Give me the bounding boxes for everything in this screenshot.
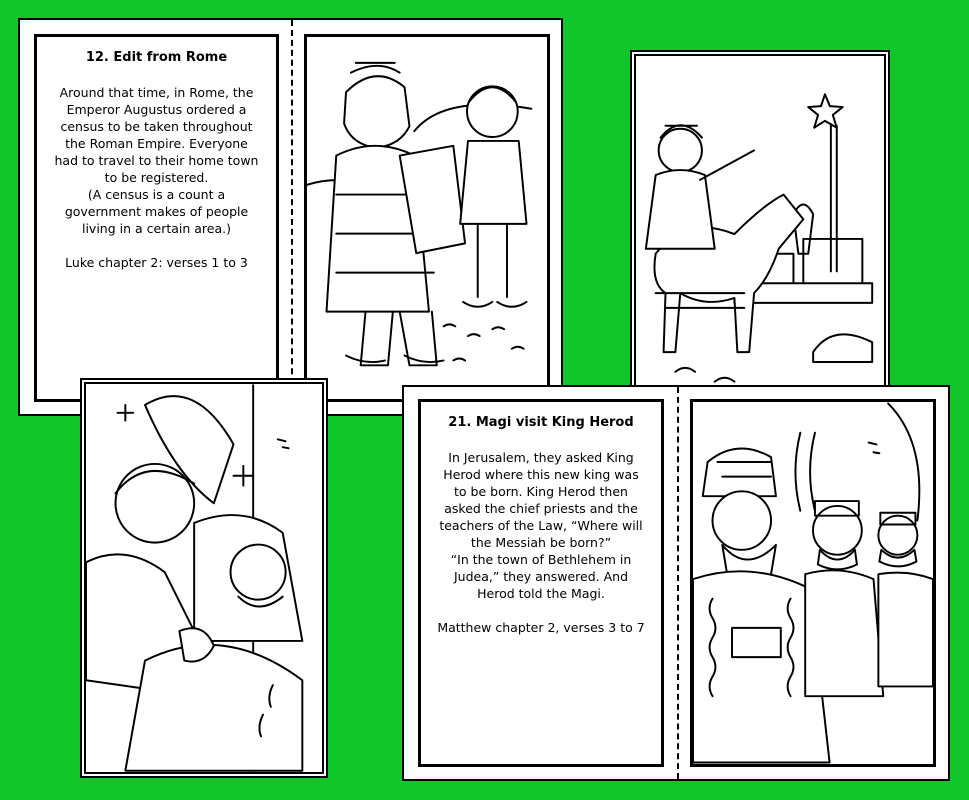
card-title: 21. Magi visit King Herod (448, 415, 634, 430)
card-paragraph: Around that time, in Rome, the Emperor Augustus ordered a census to be taken throughout the Roman Empire. Everyone had to travel to their home town to be registered. (54, 85, 259, 185)
booklet-page-12 (18, 18, 563, 416)
roman-soldier-reading-scroll-illustration (304, 34, 550, 402)
wise-man-on-camel-with-star-illustration (634, 54, 886, 418)
card-paragraph: “In the town of Bethlehem in Judea,” they answered. And Herod told the Magi. (450, 552, 632, 601)
card-title: 12. Edit from Rome (85, 50, 228, 65)
card-body (53, 84, 260, 237)
text-card-21 (418, 399, 664, 767)
booklet-page-angel (80, 378, 328, 778)
fold-line (677, 387, 679, 779)
booklet-page-21 (402, 385, 950, 781)
scripture-reference: Matthew chapter 2, verses 3 to 7 (437, 620, 645, 635)
king-herod-with-magi-illustration (690, 399, 936, 767)
fold-line (291, 20, 293, 414)
card-body (437, 449, 645, 602)
angel-visiting-sleeping-man-illustration (84, 382, 324, 774)
card-paragraph: (A census is a count a government makes of people living in a certain area.) (64, 187, 249, 236)
booklet-page-camel (630, 50, 890, 422)
card-paragraph: In Jerusalem, they asked King Herod where this new king was to be born. King Herod then asked the chief priests and the teachers of the Law, “Where will the Messiah be born?” (439, 450, 643, 550)
text-card-12 (34, 34, 279, 402)
scripture-reference: Luke chapter 2: verses 1 to 3 (65, 255, 248, 270)
